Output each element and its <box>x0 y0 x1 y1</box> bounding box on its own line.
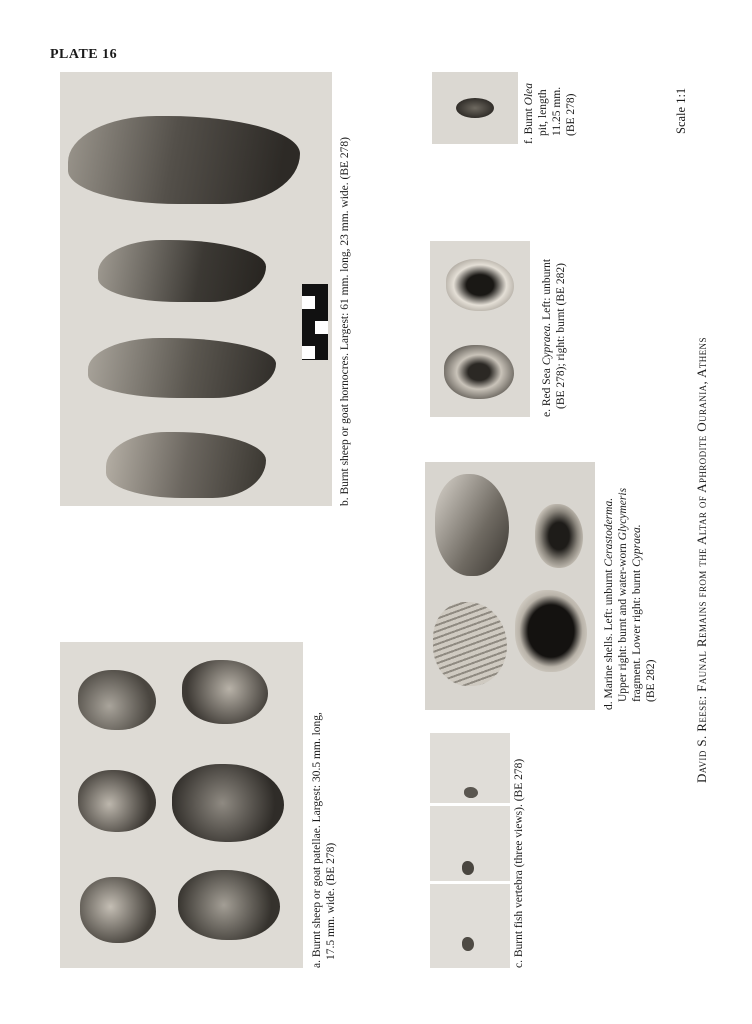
patella-2 <box>182 660 268 724</box>
view-divider-2 <box>430 881 510 884</box>
photo-b-hornocres <box>60 72 332 506</box>
scale-bar-white-2 <box>315 321 328 334</box>
view-divider-1 <box>430 803 510 806</box>
photo-f-olea-pit <box>432 72 518 144</box>
caption-f-line4: (BE 278) <box>565 93 577 136</box>
caption-d-line1: d. Marine shells. Left: unburnt Cerastoderma. <box>603 497 615 710</box>
horn-core-4 <box>106 432 266 498</box>
horn-core-3 <box>88 338 276 398</box>
footer-title: Faunal Remains from the Altar of Aphrodite Ourania, Athens <box>694 337 709 692</box>
caption-f <box>522 83 578 144</box>
patella-5 <box>80 877 156 943</box>
caption-a <box>310 712 338 968</box>
caption-c <box>512 759 526 968</box>
photo-d-marine-shells <box>425 462 595 710</box>
caption-d <box>602 488 658 710</box>
vertebra-view-1 <box>464 787 478 798</box>
caption-e <box>540 259 568 417</box>
running-footer <box>694 337 710 783</box>
cypraea-unburnt <box>446 259 514 311</box>
scale-label: Scale 1:1 <box>674 87 688 134</box>
scale-bar-white-3 <box>302 346 315 359</box>
vertebra-view-2 <box>462 861 474 875</box>
plate-label: PLATE 16 <box>50 47 118 62</box>
caption-f-line2: pit, length <box>537 89 549 136</box>
caption-d-line2: Upper right: burnt and water-worn Glycymeris <box>617 487 629 702</box>
patella-1 <box>78 670 156 730</box>
horn-core-2 <box>98 240 266 302</box>
patella-3 <box>78 770 156 832</box>
scale-bar-white-1 <box>302 296 315 309</box>
caption-f-line1: f. Burnt Olea <box>523 82 535 144</box>
caption-f-line3: 11.25 mm. <box>551 86 563 136</box>
cerastoderma-shell-2 <box>515 590 587 672</box>
photo-a-patellae <box>60 642 303 968</box>
horn-core-1 <box>68 116 300 204</box>
vertebra-view-3 <box>462 937 474 951</box>
patella-4 <box>172 764 284 842</box>
caption-d-line3: fragment. Lower right: burnt Cypraea. <box>631 524 643 702</box>
caption-a-line1: a. Burnt sheep or goat patellae. Largest: 30.5 mm. long, <box>311 712 323 968</box>
caption-d-line4: (BE 282) <box>645 659 657 702</box>
cypraea-burnt-right <box>444 345 514 399</box>
photo-e-cypraea <box>430 241 530 417</box>
caption-a-line2: 17.5 mm. wide. (BE 278) <box>325 842 337 960</box>
caption-b-line1: b. Burnt sheep or goat hornocres. Largest: 61 mm. long, 23 mm. wide. (BE 278) <box>339 136 351 506</box>
caption-c-line1: c. Burnt fish vertebra (three views). (BE 278) <box>513 758 525 968</box>
caption-e-line1: e. Red Sea Cypraea. Left: unburnt <box>541 258 553 417</box>
footer-separator: : <box>694 691 709 700</box>
footer-author: David S. Reese <box>694 699 709 783</box>
caption-e-line2: (BE 278); right: burnt (BE 282) <box>555 263 567 409</box>
cypraea-burnt <box>535 504 583 568</box>
photo-c-fish-vertebra <box>430 733 510 968</box>
cerastoderma-shell-1 <box>433 602 507 686</box>
olea-pit <box>456 98 494 118</box>
patella-6 <box>178 870 280 940</box>
glycymeris-fragment <box>435 474 509 576</box>
caption-b <box>338 137 352 506</box>
